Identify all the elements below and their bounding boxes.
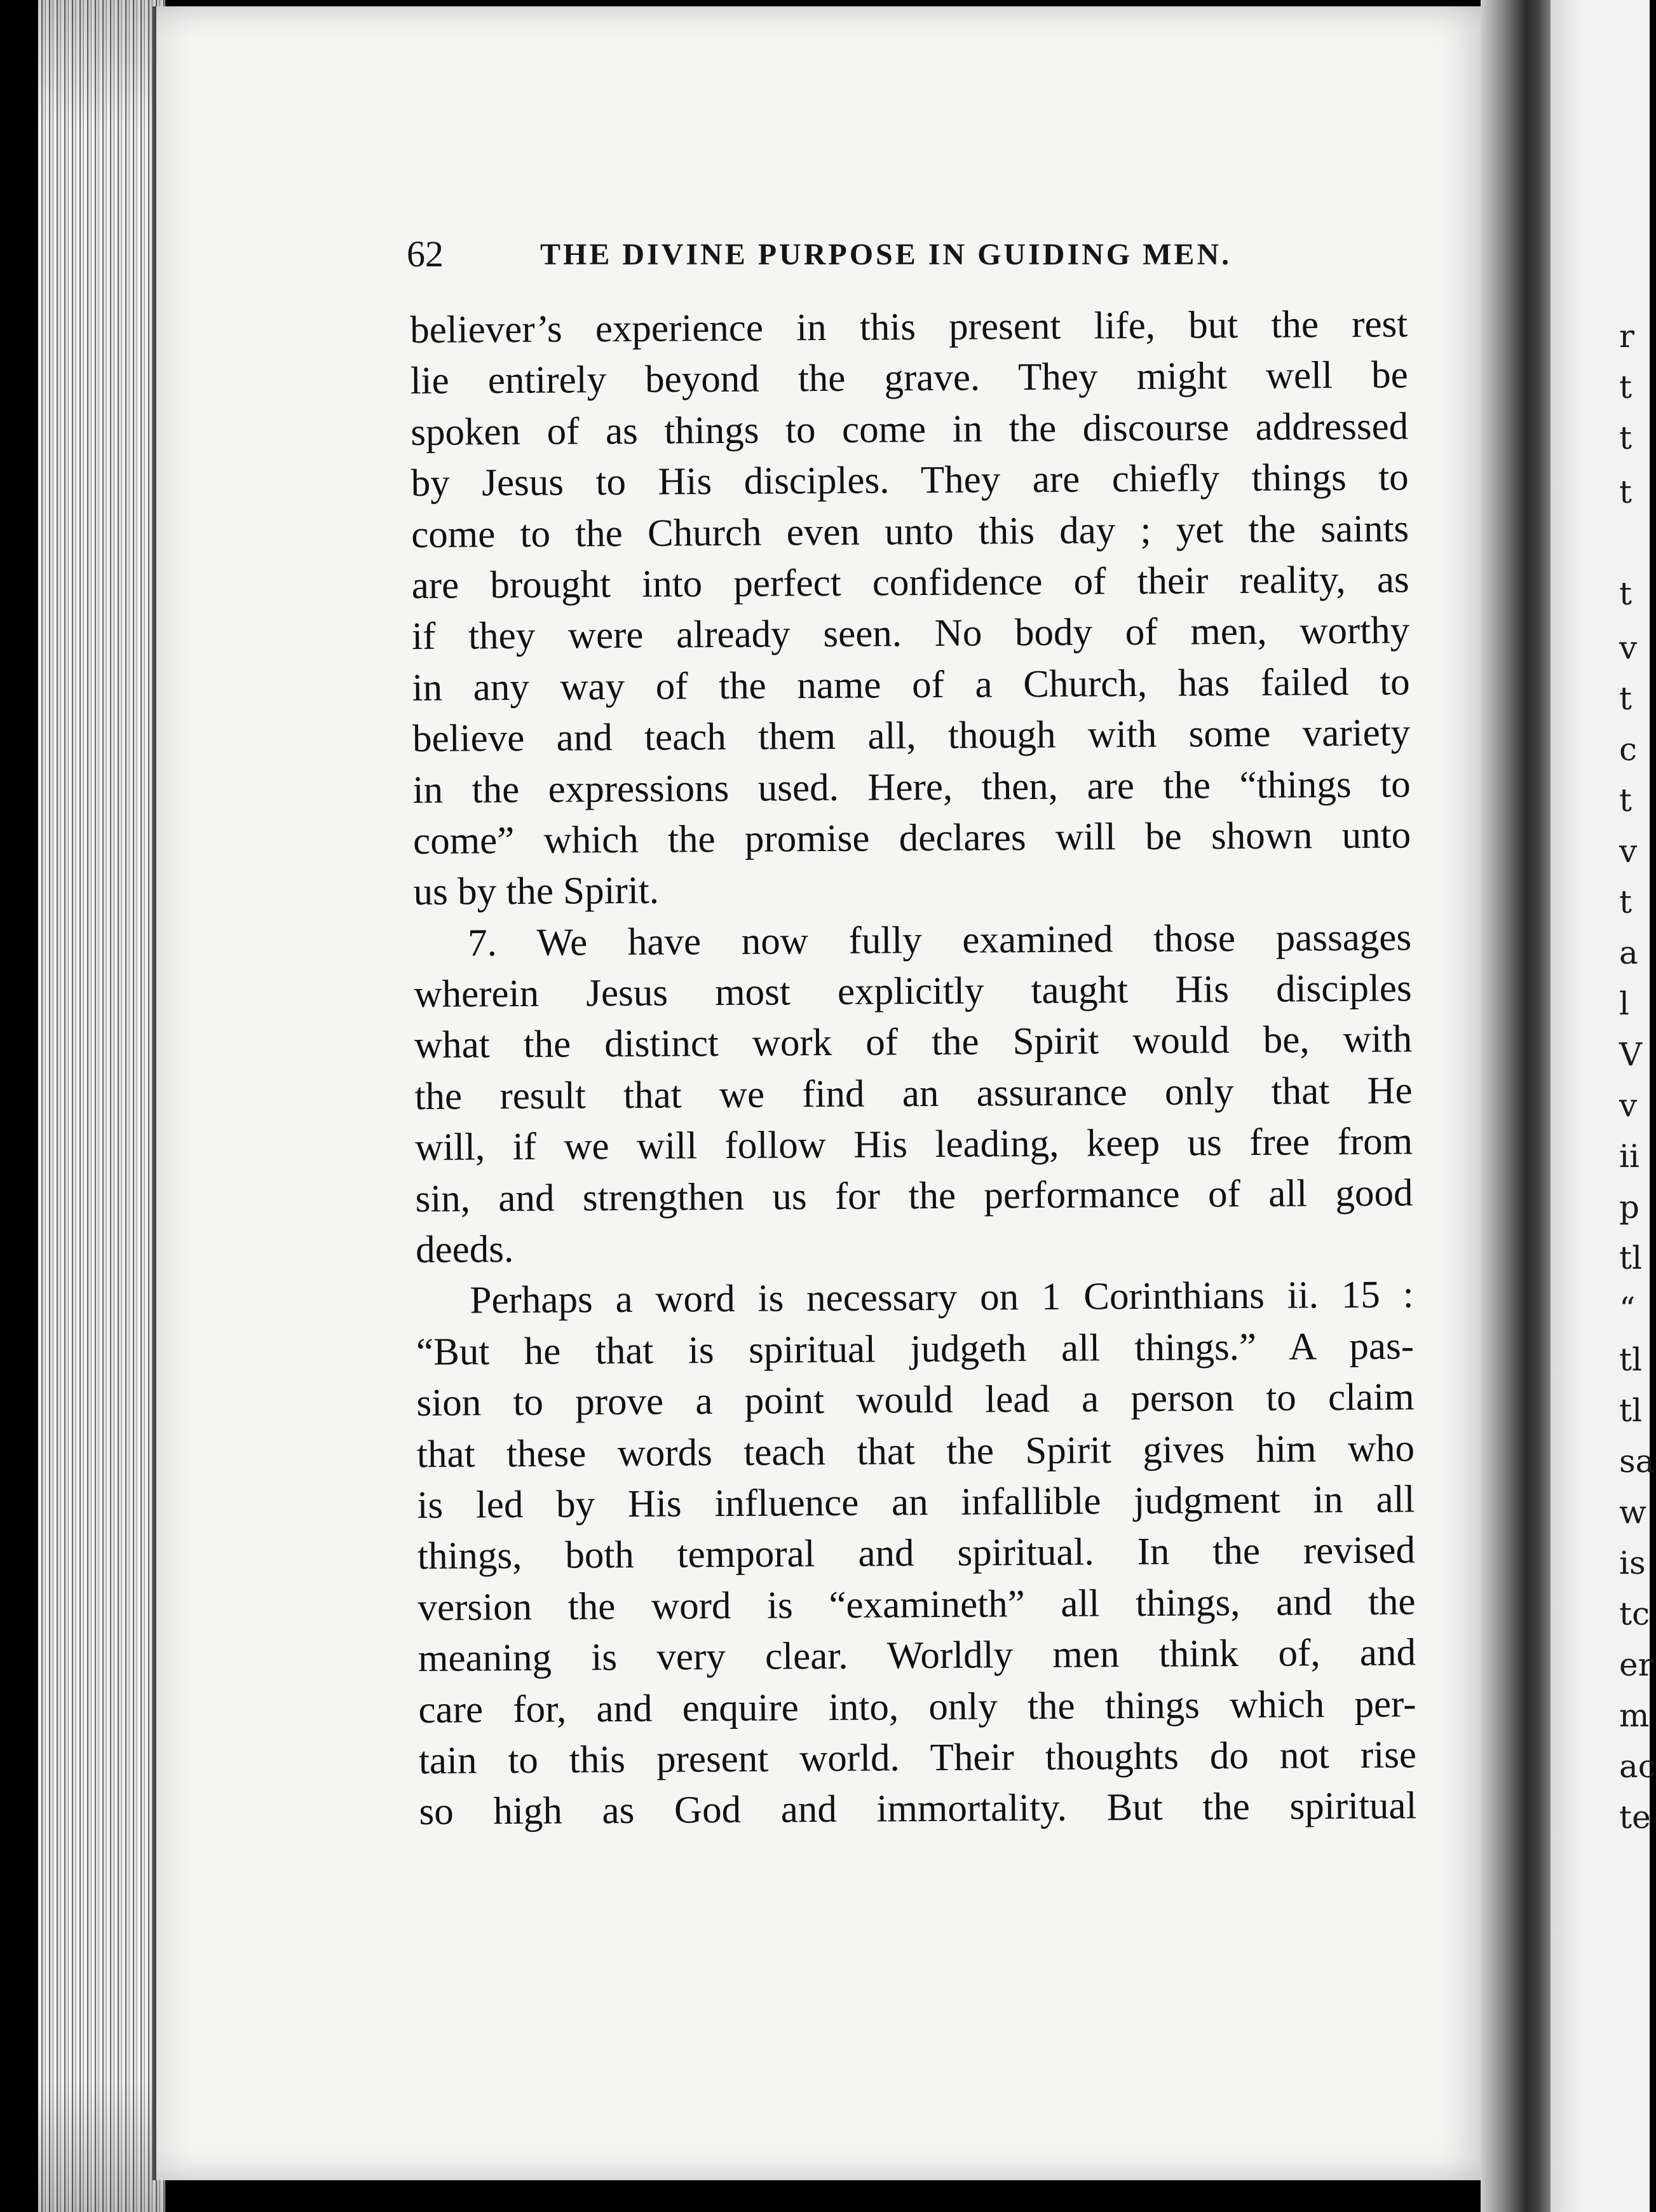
paragraph-start-line: 7. We have now fully examined those passages (467, 916, 1412, 965)
text-line: things, both temporal and spiritual. In the revised (417, 1529, 1416, 1578)
running-header (407, 232, 1315, 276)
text-line: believer’s experience in this present life, but the rest (410, 303, 1408, 352)
facing-text-fragment: a (1619, 934, 1638, 971)
facing-text-fragment: ii (1619, 1138, 1639, 1175)
text-line: sin, and strengthen us for the performance of all good (415, 1171, 1413, 1220)
text-line: meaning is very clear. Worldly men think of, and (417, 1631, 1416, 1681)
facing-text-fragment: tl (1619, 1239, 1643, 1276)
text-line: that these words teach that the Spirit gives him who (416, 1426, 1415, 1476)
page-edges (38, 0, 165, 2212)
text-line: deeds. (415, 1228, 514, 1272)
facing-text-fragment: m (1619, 1697, 1650, 1734)
text-line: in the expressions used. Here, then, are the “things to (412, 762, 1411, 812)
facing-text-fragment: sa (1619, 1443, 1655, 1480)
text-line: lie entirely beyond the grave. They might well be (410, 353, 1408, 403)
facing-text-fragment: r (1619, 318, 1634, 355)
facing-text-fragment: c (1619, 731, 1638, 768)
text-line: come to the Church even unto this day ; yet the saints (411, 507, 1409, 556)
text-line: us by the Spirit. (413, 869, 660, 914)
facing-page (1551, 0, 1656, 2212)
text-line: version the word is “examineth” all things, and the (417, 1580, 1416, 1629)
text-line: come” which the promise declares will be shown unto (412, 814, 1411, 863)
facing-text-fragment: V (1619, 1036, 1643, 1073)
text-line: tain to this present world. Their thoughts do not rise (418, 1733, 1417, 1782)
text-line: in any way of the name of a Church, has failed to (412, 660, 1410, 709)
facing-text-fragment: te (1619, 1799, 1651, 1836)
facing-text-fragment: t (1619, 575, 1632, 612)
facing-text-fragment: tl (1619, 1341, 1643, 1378)
facing-text-fragment: er (1619, 1646, 1653, 1683)
text-line: by Jesus to His disciples. They are chiefly things to (411, 456, 1409, 505)
facing-text-fragment: l (1619, 985, 1629, 1022)
text-line: what the distinct work of the Spirit would be, with (414, 1018, 1413, 1067)
text-line: are brought into perfect confidence of their reality, as (411, 558, 1409, 607)
running-title: THE DIVINE PURPOSE IN GUIDING MEN. (540, 238, 1232, 271)
facing-text-fragment: t (1619, 369, 1632, 406)
text-line: wherein Jesus most explicitly taught His disciples (414, 967, 1412, 1016)
text-line: will, if we will follow His leading, keep us free from (414, 1120, 1413, 1170)
text-line: believe and teach them all, though with some variety (412, 711, 1411, 761)
facing-text-fragment: p (1619, 1189, 1640, 1225)
facing-text-fragment: ac (1619, 1748, 1656, 1785)
facing-text-fragment: t (1619, 420, 1632, 456)
body-text (410, 299, 1417, 1838)
facing-text-fragment: v (1619, 1087, 1638, 1124)
page-number: 62 (407, 233, 444, 275)
facing-text-fragment: t (1619, 782, 1632, 819)
facing-text-fragment: v (1619, 629, 1638, 666)
text-line: if they were already seen. No body of men, worthy (411, 609, 1410, 659)
facing-text-fragment: t (1619, 474, 1632, 510)
text-line: is led by His influence an infallible judgment in all (417, 1478, 1415, 1527)
facing-text-fragment: t (1619, 680, 1632, 717)
text-line: the result that we find an assurance only that He (414, 1069, 1413, 1118)
facing-text-fragment: “ (1619, 1290, 1636, 1327)
text-line: so high as God and immortality. But the spiritual (419, 1784, 1417, 1834)
text-line: spoken of as things to come in the discourse addressed (411, 405, 1409, 454)
facing-text-fragment: t (1619, 884, 1632, 920)
facing-text-fragment: is (1619, 1545, 1646, 1581)
facing-text-fragment: v (1619, 833, 1638, 870)
text-line: care for, and enquire into, only the things which per- (418, 1682, 1416, 1731)
facing-text-fragment: w (1619, 1494, 1646, 1531)
text-line: sion to prove a point would lead a person to claim (416, 1376, 1415, 1425)
facing-text-fragment: tl (1619, 1392, 1643, 1429)
facing-text-fragment: tc (1619, 1595, 1650, 1632)
text-line: “But he that is spiritual judgeth all things.” A pas- (416, 1325, 1415, 1374)
paragraph-start-line: Perhaps a word is necessary on 1 Corinthians ii. 15 : (470, 1273, 1414, 1322)
